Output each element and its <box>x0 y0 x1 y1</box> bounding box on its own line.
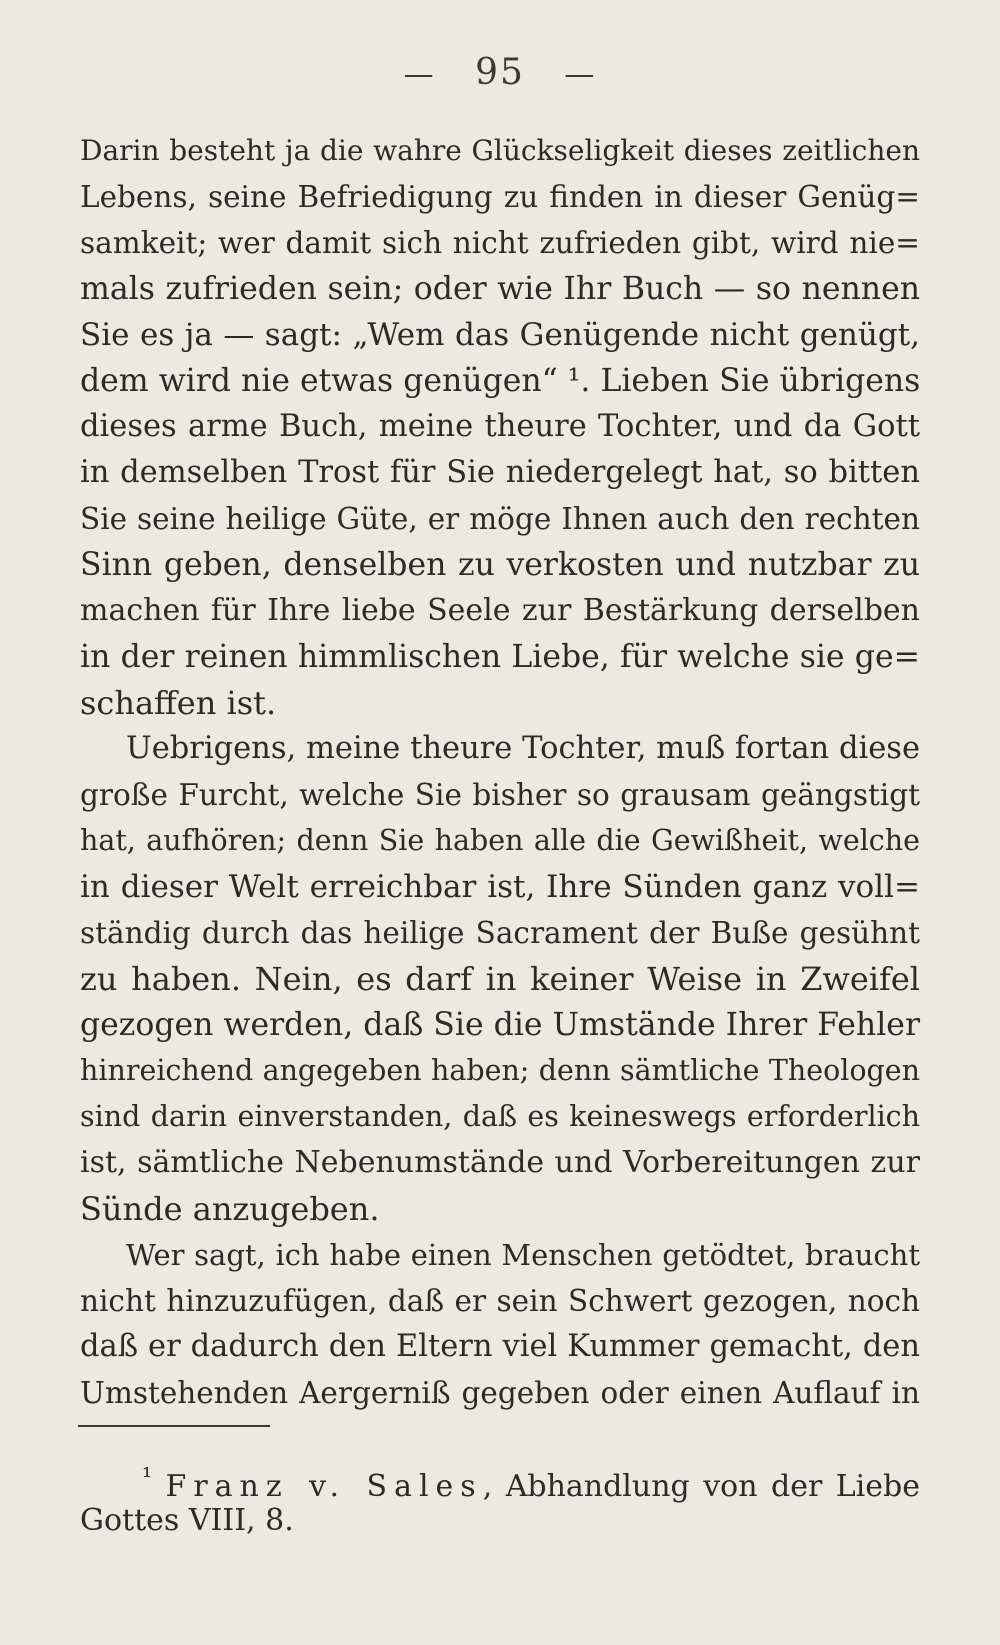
page-number: 95 <box>475 52 525 93</box>
text-line: hat, aufhören; denn Sie haben alle die Gewißheit, welche <box>80 824 920 857</box>
text-line: daß er dadurch den Eltern viel Kummer gemacht, den <box>80 1329 920 1364</box>
page-header <box>0 52 1000 93</box>
text-line: ist, sämtliche Nebenumstände und Vorbereitungen zur <box>80 1145 920 1180</box>
footnote-line-2: Gottes VIII, 8. <box>80 1503 294 1538</box>
text-line: Sünde anzugeben. <box>80 1190 380 1228</box>
text-line: Sinn geben, denselben zu verkosten und nutzbar zu <box>80 547 920 583</box>
text-line: mals zufrieden sein; oder wie Ihr Buch — so nennen <box>80 271 920 307</box>
text-line: in der reinen himmlischen Liebe, für welche sie ge= <box>80 639 920 675</box>
text-line: Lebens, seine Befriedigung zu finden in dieser Genüg= <box>80 180 920 214</box>
text-line: ständig durch das heilige Sacrament der Buße gesühnt <box>80 916 920 950</box>
text-line: Sie seine heilige Güte, er möge Ihnen auch den rechten <box>80 502 920 536</box>
footnote-line <box>142 1455 920 1504</box>
text-line: zu haben. Nein, es darf in keiner Weise in Zweifel <box>80 960 920 998</box>
footnote-divider <box>78 1425 270 1427</box>
text-line: Sie es ja — sagt: „Wem das Genügende nicht genügt, <box>80 317 920 353</box>
text-line: Darin besteht ja die wahre Glückseligkeit dieses zeitlichen <box>80 134 920 167</box>
text-line: große Furcht, welche Sie bisher so grausam geängstigt <box>80 778 920 812</box>
text-line: Umstehenden Aergerniß gegeben oder einen Auflauf in <box>80 1376 920 1410</box>
text-line: in demselben Trost für Sie niedergelegt hat, so bitten <box>80 455 920 490</box>
text-line: schaffen ist. <box>80 684 277 722</box>
text-line: dem wird nie etwas genügen“ ¹. Lieben Sie übrigens <box>80 363 921 399</box>
text-line: Uebrigens, meine theure Tochter, muß fortan diese <box>126 731 920 766</box>
header-dash-right: — <box>564 57 597 92</box>
text-line: gezogen werden, daß Sie die Umstände Ihrer Fehler <box>80 1007 920 1043</box>
text-line: sind darin einverstanden, daß es keineswegs erforderlich <box>80 1100 920 1133</box>
header-dash-left: — <box>403 57 436 92</box>
text-line: dieses arme Buch, meine theure Tochter, und da Gott <box>80 409 920 444</box>
text-line: machen für Ihre liebe Seele zur Bestärkung derselben <box>80 593 920 628</box>
text-line: samkeit; wer damit sich nicht zufrieden gibt, wird nie= <box>80 226 920 260</box>
footnote-marker: ¹ <box>142 1462 153 1491</box>
footnote-title: , Abhandlung von der Liebe <box>482 1469 920 1504</box>
text-line: nicht hinzuzufügen, daß er sein Schwert gezogen, noch <box>80 1284 920 1318</box>
text-line: in dieser Welt erreichbar ist, Ihre Sünden ganz voll= <box>80 869 920 905</box>
text-line: Wer sagt, ich habe einen Menschen getödtet, braucht <box>126 1238 920 1272</box>
text-line: hinreichend angegeben haben; denn sämtliche Theologen <box>80 1054 920 1087</box>
footnote-author: Franz v. Sales <box>165 1469 483 1504</box>
